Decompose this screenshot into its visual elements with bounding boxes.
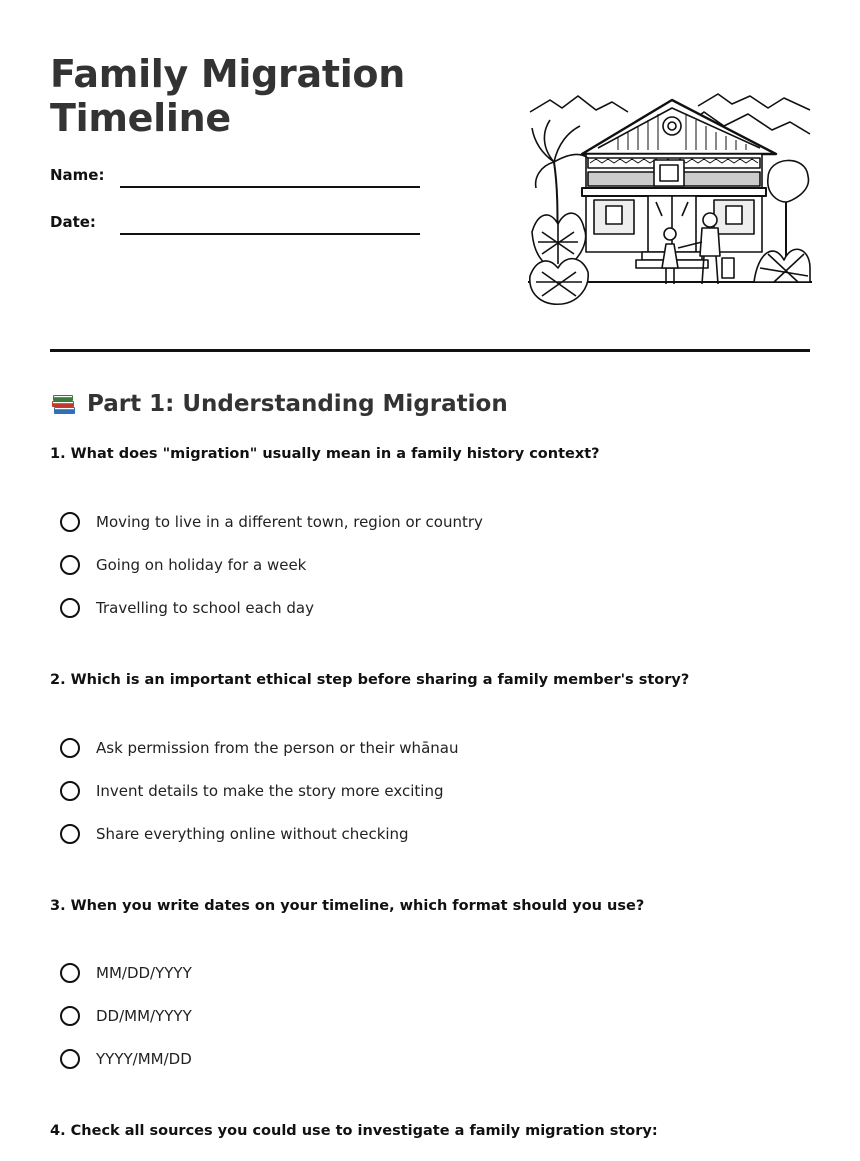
q2-option-3[interactable]	[60, 821, 409, 847]
radio-button[interactable]	[60, 1006, 80, 1026]
house-illustration	[528, 92, 812, 316]
date-field[interactable]	[120, 233, 420, 235]
option-label: Ask permission from the person or their whānau	[96, 739, 459, 757]
books-icon	[50, 390, 78, 418]
option-label: Moving to live in a different town, region or country	[96, 513, 483, 531]
page-title: Family Migration Timeline	[50, 52, 405, 140]
q2-option-1[interactable]	[60, 735, 458, 761]
q1-option-3[interactable]	[60, 595, 314, 621]
option-label: DD/MM/YYYY	[96, 1007, 192, 1025]
option-label: Travelling to school each day	[96, 599, 314, 617]
q1-option-1[interactable]	[60, 509, 483, 535]
q2-option-2[interactable]	[60, 778, 443, 804]
radio-button[interactable]	[60, 824, 80, 844]
radio-button[interactable]	[60, 512, 80, 532]
option-label: Share everything online without checking	[96, 825, 409, 843]
name-label: Name:	[50, 166, 105, 184]
radio-button[interactable]	[60, 598, 80, 618]
q3-option-3[interactable]	[60, 1046, 192, 1072]
option-label: Invent details to make the story more exciting	[96, 782, 444, 800]
question-4: 4. Check all sources you could use to investigate a family migration story:	[50, 1123, 658, 1139]
q3-option-2[interactable]	[60, 1003, 192, 1029]
radio-button[interactable]	[60, 555, 80, 575]
option-label: Going on holiday for a week	[96, 556, 307, 574]
radio-button[interactable]	[60, 963, 80, 983]
name-field[interactable]	[120, 186, 420, 188]
section-heading	[50, 388, 508, 420]
q3-option-1[interactable]	[60, 960, 192, 986]
header-divider	[50, 349, 810, 352]
radio-button[interactable]	[60, 1049, 80, 1069]
radio-button[interactable]	[60, 738, 80, 758]
question-3: 3. When you write dates on your timeline, which format should you use?	[50, 898, 645, 914]
option-label: YYYY/MM/DD	[96, 1050, 192, 1068]
option-label: MM/DD/YYYY	[96, 964, 192, 982]
question-1: 1. What does "migration" usually mean in a family history context?	[50, 446, 600, 462]
q1-option-2[interactable]	[60, 552, 306, 578]
radio-button[interactable]	[60, 781, 80, 801]
section-title: Part 1: Understanding Migration	[87, 391, 508, 417]
question-2: 2. Which is an important ethical step before sharing a family member's story?	[50, 672, 690, 688]
date-label: Date:	[50, 213, 96, 231]
